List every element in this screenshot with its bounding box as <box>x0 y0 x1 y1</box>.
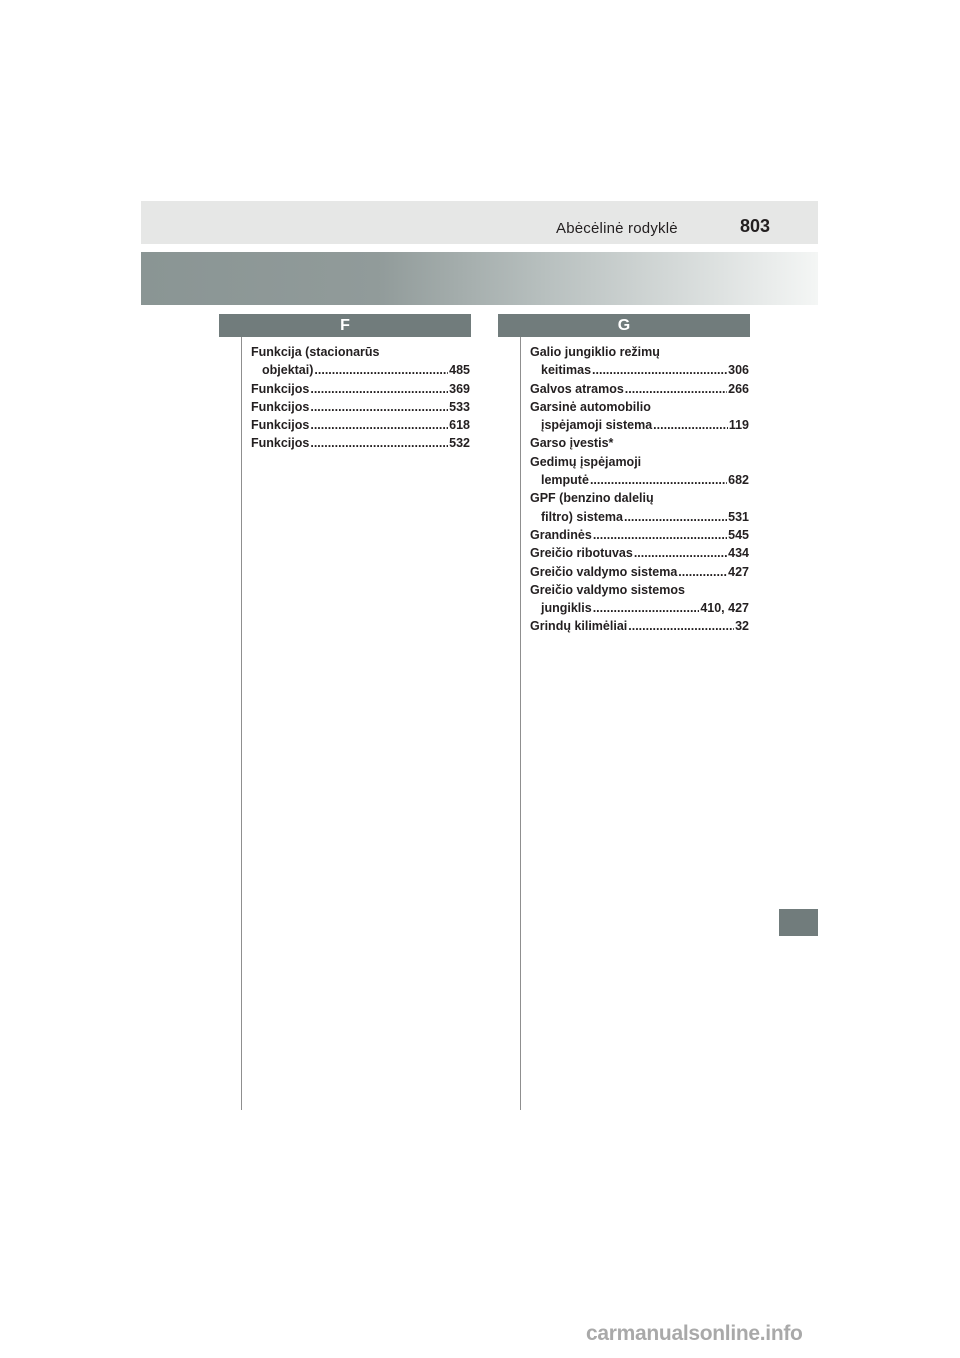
header-bar <box>141 201 818 244</box>
index-entry-line <box>530 489 749 507</box>
index-entry-term: Greičio valdymo sistemos <box>530 582 685 597</box>
index-column-f <box>251 343 470 453</box>
column-rule-f <box>241 337 242 1110</box>
index-entry <box>530 489 749 526</box>
header-title: Abėcėlinė rodyklė <box>556 220 678 237</box>
index-entry <box>251 416 470 434</box>
index-entry-term: Funkcijos <box>251 399 310 414</box>
index-entry-term: Funkcijos <box>251 418 310 433</box>
index-entry-page: 306 <box>728 363 749 378</box>
index-entry-page: 618 <box>449 418 470 433</box>
index-entry <box>530 563 749 581</box>
dot-leader <box>310 434 448 452</box>
index-entry <box>530 380 749 398</box>
index-entry-page: 531 <box>728 509 749 524</box>
index-entry-term-continued: jungiklis <box>541 601 592 616</box>
index-entry-page: 533 <box>449 399 470 414</box>
index-entry <box>530 544 749 562</box>
index-entry-line <box>530 581 749 599</box>
watermark: carmanualsonline.info <box>586 1322 803 1345</box>
dot-leader <box>678 563 727 581</box>
index-entry-page: 32 <box>735 619 749 634</box>
index-entry-page: 427 <box>728 564 749 579</box>
index-entry-term-continued: filtro) sistema <box>541 509 623 524</box>
index-entry <box>530 526 749 544</box>
dot-leader <box>592 361 727 379</box>
index-entry-term: Greičio valdymo sistema <box>530 564 678 579</box>
index-entry-line <box>530 508 749 526</box>
dot-leader <box>310 398 448 416</box>
index-entry-line <box>530 380 749 398</box>
index-entry <box>251 398 470 416</box>
index-entry-page: 266 <box>728 381 749 396</box>
index-entry-term-continued: lemputė <box>541 473 589 488</box>
index-entry <box>530 581 749 618</box>
index-entry-line <box>530 617 749 635</box>
index-entry <box>530 617 749 635</box>
dot-leader <box>653 416 728 434</box>
index-entry-term: Greičio ribotuvas <box>530 546 633 561</box>
index-entry-page: 682 <box>728 473 749 488</box>
index-entry <box>251 343 470 380</box>
index-entry-term: GPF (benzino dalelių <box>530 491 654 506</box>
dot-leader <box>314 361 448 379</box>
dot-leader <box>590 471 727 489</box>
index-entry-page: 369 <box>449 381 470 396</box>
index-entry-term-continued: objektai) <box>262 363 314 378</box>
index-entry-page: 410, 427 <box>700 601 749 616</box>
index-entry-line <box>530 453 749 471</box>
index-entry-line <box>530 599 749 617</box>
index-entry-line <box>251 398 470 416</box>
index-entry-term: Funkcijos <box>251 381 310 396</box>
header-gradient-band <box>141 252 818 305</box>
index-entry-line <box>251 434 470 452</box>
index-entry-line <box>530 563 749 581</box>
dot-leader <box>628 617 734 635</box>
index-entry-term: Galio jungiklio režimų <box>530 345 660 359</box>
index-entry-page: 119 <box>728 418 749 433</box>
index-entry-term: Funkcijos <box>251 436 310 451</box>
index-entry <box>530 398 749 435</box>
index-entry-term: Gedimų įspėjamoji <box>530 454 642 469</box>
index-entry-line <box>530 343 749 361</box>
index-entry-line <box>530 526 749 544</box>
dot-leader <box>310 380 448 398</box>
section-letter-f: F <box>219 314 471 337</box>
index-entry-line <box>530 398 749 416</box>
index-entry-page: 485 <box>449 363 470 378</box>
index-entry-line <box>251 361 470 379</box>
page-number: 803 <box>740 216 771 236</box>
index-entry-line <box>530 434 749 452</box>
chapter-side-tab <box>779 909 818 936</box>
dot-leader <box>593 599 700 617</box>
index-entry-term-continued: keitimas <box>541 363 592 378</box>
index-entry <box>530 453 749 490</box>
dot-leader <box>624 508 727 526</box>
index-entry <box>530 343 749 380</box>
index-entry-line <box>251 343 470 361</box>
dot-leader <box>625 380 727 398</box>
index-entry-page: 532 <box>449 436 470 451</box>
index-entry <box>251 434 470 452</box>
index-entry-line <box>530 416 749 434</box>
column-rule-g <box>520 337 521 1110</box>
index-entry-line <box>251 380 470 398</box>
index-entry-term: Funkcija (stacionarūs <box>251 345 380 359</box>
section-letter-g: G <box>498 314 750 337</box>
index-entry-line <box>530 544 749 562</box>
index-column-g <box>530 343 749 636</box>
dot-leader <box>310 416 448 434</box>
index-entry-term: Garsinė automobilio <box>530 399 651 414</box>
dot-leader <box>634 544 727 562</box>
index-entry-term: Grandinės <box>530 527 592 542</box>
index-entry-line <box>530 471 749 489</box>
index-entry-term: Garso įvestis* <box>530 436 614 451</box>
index-entry-term-continued: įspėjamoji sistema <box>541 418 653 433</box>
index-entry <box>251 380 470 398</box>
index-entry-term: Galvos atramos <box>530 381 624 396</box>
index-entry <box>530 434 749 452</box>
index-entry-page: 434 <box>728 546 749 561</box>
index-entry-term: Grindų kilimėliai <box>530 619 628 634</box>
index-entry-page: 545 <box>728 527 749 542</box>
dot-leader <box>593 526 727 544</box>
index-entry-line <box>251 416 470 434</box>
index-entry-line <box>530 361 749 379</box>
